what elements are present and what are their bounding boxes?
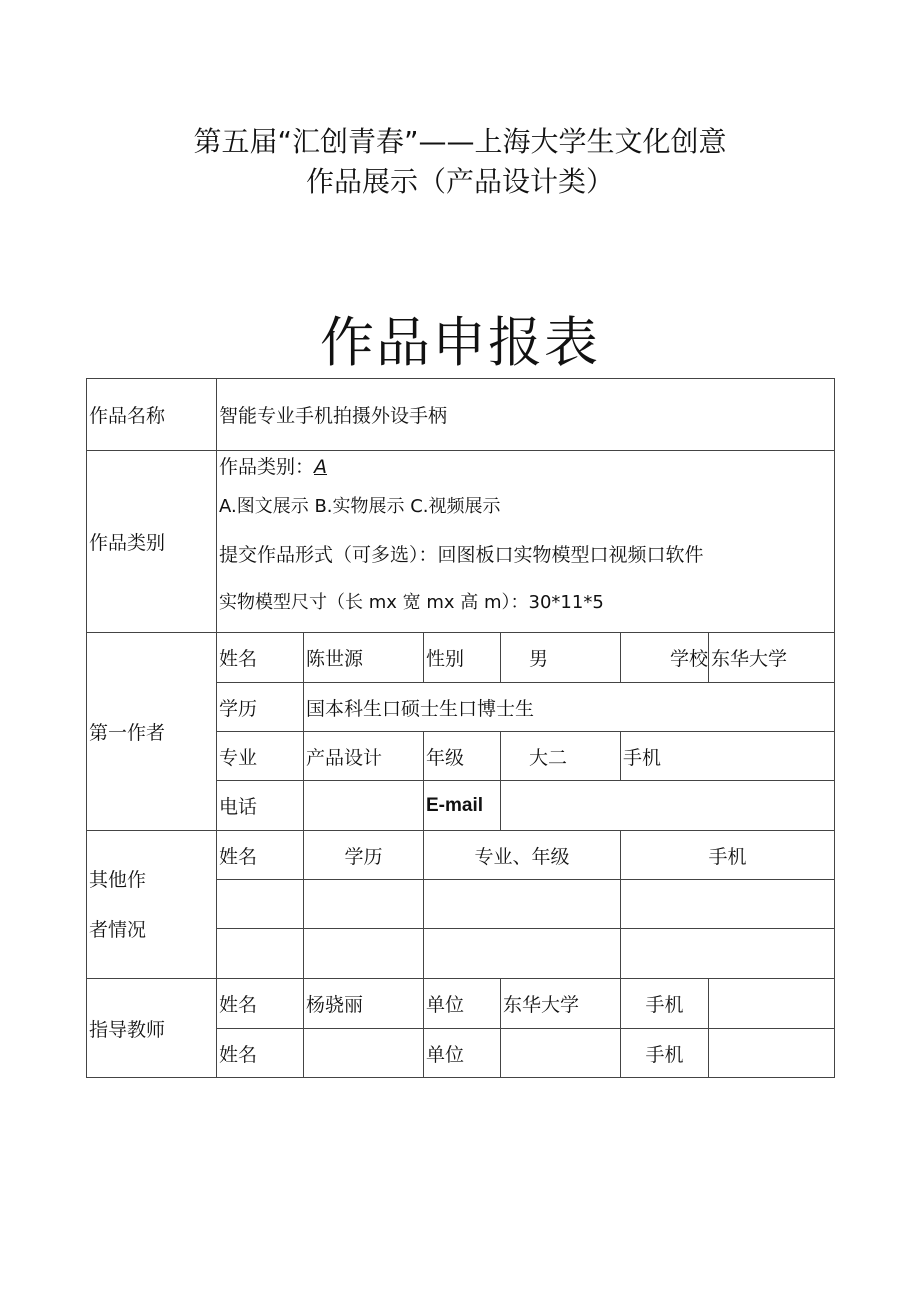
- other-author-major-grade-cell: [424, 929, 621, 979]
- first-author-row-1: [87, 633, 835, 683]
- other-authors-col-name: 姓名: [217, 831, 304, 880]
- other-authors-col-mobile: 手机: [621, 831, 835, 880]
- category-selected-line: [219, 451, 834, 483]
- category-label: 作品类别: [87, 451, 217, 633]
- other-authors-col-major-grade: 专业、年级: [424, 831, 621, 880]
- other-authors-label-line-2: 者情况: [89, 918, 147, 941]
- first-author-gender: 男: [501, 633, 621, 683]
- other-authors-header-row: [87, 831, 835, 880]
- first-author-gender-label: 性别: [424, 633, 501, 683]
- first-author-education-label: 学历: [217, 683, 304, 732]
- first-author-email: [501, 781, 835, 831]
- work-name-label: 作品名称: [87, 379, 217, 451]
- category-options: A.图文展示 B.实物展示 C.视频展示: [219, 496, 501, 517]
- first-author-grade: 大二: [501, 732, 621, 781]
- first-author-grade-label: 年级: [424, 732, 501, 781]
- first-author-email-label: E-mail: [424, 781, 501, 831]
- advisors-label: 指导教师: [87, 979, 217, 1078]
- other-authors-label-line-1: 其他作: [89, 868, 147, 891]
- advisor-unit: 东华大学: [501, 979, 621, 1029]
- advisor-name: [304, 1029, 424, 1078]
- first-author-name: 陈世源: [304, 633, 424, 683]
- other-author-name-cell: [217, 929, 304, 979]
- advisor-unit-label: 单位: [424, 1029, 501, 1078]
- advisor-mobile-label: 手机: [621, 1029, 709, 1078]
- advisor-unit-label: 单位: [424, 979, 501, 1029]
- work-name-row: [87, 379, 835, 451]
- other-authors-col-education: 学历: [304, 831, 424, 880]
- other-author-name-cell: [217, 880, 304, 929]
- category-details: [217, 451, 835, 633]
- advisor-name-label: 姓名: [217, 1029, 304, 1078]
- first-author-education: 国本科生口硕士生口博士生: [304, 683, 835, 732]
- first-author-major-label: 专业: [217, 732, 304, 781]
- work-name-value: 智能专业手机拍摄外设手柄: [217, 379, 835, 451]
- first-author-school-label: 学校: [621, 633, 709, 683]
- first-author-mobile-label: 手机: [621, 732, 835, 781]
- other-author-education-cell: [304, 880, 424, 929]
- advisor-row-1: [87, 979, 835, 1029]
- first-author-label: 第一作者: [87, 633, 217, 831]
- advisor-name: 杨骁丽: [304, 979, 424, 1029]
- first-author-name-label: 姓名: [217, 633, 304, 683]
- other-author-education-cell: [304, 929, 424, 979]
- category-row: [87, 451, 835, 633]
- advisor-mobile-label: 手机: [621, 979, 709, 1029]
- other-author-mobile-cell: [621, 929, 835, 979]
- advisor-unit: [501, 1029, 621, 1078]
- form-title: 作品申报表: [320, 311, 600, 374]
- model-dimensions: 实物模型尺寸（长 mx 宽 mx 高 m）：30*11*5: [219, 592, 604, 613]
- category-selected-value: A: [314, 456, 328, 478]
- first-author-major: 产品设计: [304, 732, 424, 781]
- first-author-phone: [304, 781, 424, 831]
- advisor-mobile: [709, 1029, 835, 1078]
- first-author-phone-label: 电话: [217, 781, 304, 831]
- submission-format: 提交作品形式（可多选）：回图板口实物模型口视频口软件: [219, 544, 704, 566]
- first-author-school: 东华大学: [709, 633, 835, 683]
- other-author-mobile-cell: [621, 880, 835, 929]
- other-authors-label: [87, 831, 217, 979]
- header-line-1: 第五届“汇创青春”——上海大学生文化创意: [193, 125, 727, 158]
- header-line-2: 作品展示（产品设计类）: [305, 165, 614, 198]
- other-author-major-grade-cell: [424, 880, 621, 929]
- advisor-mobile: [709, 979, 835, 1029]
- category-selected-prefix: 作品类别：: [219, 456, 315, 478]
- advisor-name-label: 姓名: [217, 979, 304, 1029]
- application-form-table: [86, 378, 835, 1078]
